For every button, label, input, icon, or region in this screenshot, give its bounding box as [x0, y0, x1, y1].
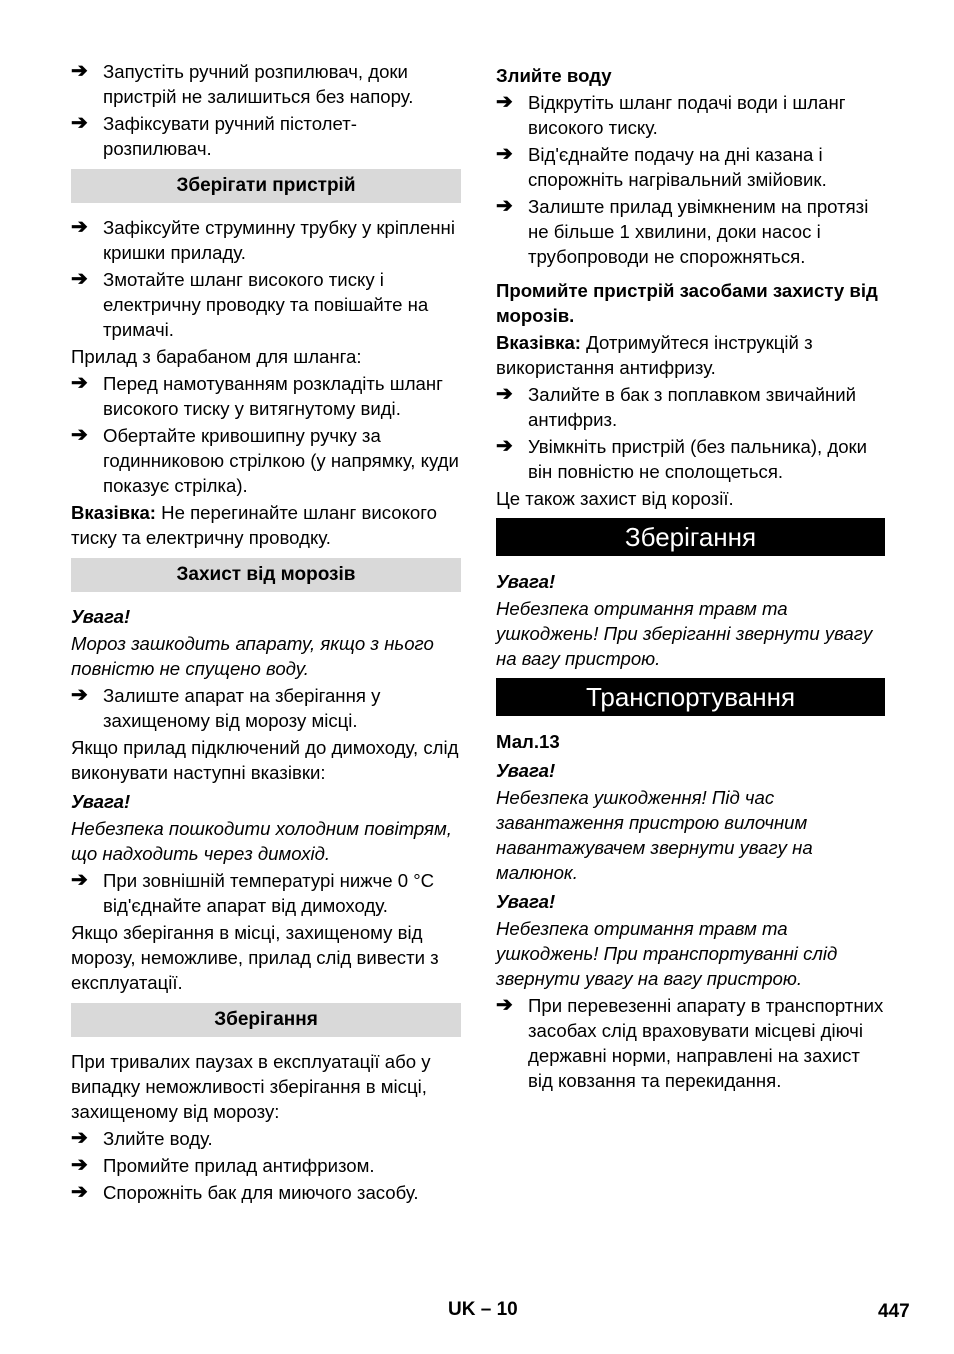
arrow-right-icon: ➔	[71, 216, 88, 238]
arrow-right-icon: ➔	[71, 372, 88, 394]
arrow-right-icon: ➔	[71, 1127, 88, 1149]
arrow-right-icon: ➔	[71, 112, 88, 134]
figure-reference: Мал.13	[496, 731, 560, 752]
warning-text: Небезпека пошкодити холодним повітрям, що надходить через димохід.	[71, 818, 452, 864]
warning-text: Мороз зашкодить апарату, якщо з нього повністю не спущено воду.	[71, 633, 434, 679]
arrow-right-icon: ➔	[496, 994, 513, 1016]
warning-text: Небезпека отримання травм та ушкоджень! При зберіганні звернути увагу на вагу пристрою.	[496, 598, 873, 669]
list-item: ➔ Промийте прилад антифризом.	[71, 1154, 375, 1176]
list-item: ➔ Залиште апарат на зберігання у захищеному від морозу місці.	[71, 684, 381, 731]
hint-label: Вказівка:	[71, 502, 156, 523]
antifreeze-heading: Промийте пристрій засобами захисту від морозів.	[496, 280, 878, 326]
hint-paragraph	[496, 330, 885, 380]
right-column	[496, 59, 885, 1095]
arrow-right-icon: ➔	[71, 684, 88, 706]
warning-text: Небезпека ушкодження! Під час завантаження пристрою вилочним навантажувачем звернути увагу на малюнок.	[496, 787, 813, 883]
left-column	[71, 59, 461, 1207]
arrow-right-icon: ➔	[71, 60, 88, 82]
list-item: ➔ Запустіть ручний розпилювач, доки пристрій не залишиться без напору.	[71, 60, 414, 107]
arrow-right-icon: ➔	[71, 1154, 88, 1176]
list-item: ➔ Зафіксуйте струминну трубку у кріпленні кришки приладу.	[71, 216, 455, 263]
list-item: ➔ Залиште прилад увімкненим на протязі не більше 1 хвилини, доки насос і трубопроводи не спорожняться.	[496, 195, 869, 267]
hint-text: Не перегинайте шланг високого тиску та електричну проводку.	[71, 502, 437, 548]
arrow-right-icon: ➔	[71, 1181, 88, 1203]
list-item: ➔ Злийте воду.	[71, 1127, 213, 1149]
hint-text: Дотримуйтеся інструкцій з використання антифризу.	[496, 332, 813, 378]
warning-title: Увага!	[496, 760, 556, 781]
arrow-right-icon: ➔	[496, 91, 513, 113]
list-item: ➔ Змотайте шланг високого тиску і електричну проводку та повішайте на тримачі.	[71, 268, 429, 340]
section-heading-storage: Зберігання	[71, 1003, 461, 1037]
arrow-right-icon: ➔	[71, 869, 88, 891]
list-item: ➔ Обертайте кривошипну ручку за годинниковою стрілкою (у напрямку, куди показує стрілка).	[71, 424, 459, 496]
list-item: ➔ Від'єднайте подачу на дні казана і спорожніть нагрівальний змійовик.	[496, 143, 827, 190]
list-item: ➔ При перевезенні апарату в транспортних засобах слід враховувати місцеві діючі державні норми, направлені на захист від ковзання та перекидання.	[496, 994, 884, 1091]
list-item: ➔ Перед намотуванням розкладіть шланг високого тиску у витягнутому виді.	[71, 372, 443, 419]
list-item: ➔ Спорожніть бак для миючого засобу.	[71, 1181, 419, 1203]
section-heading-transport: Транспортування	[496, 678, 885, 716]
arrow-right-icon: ➔	[496, 383, 513, 405]
arrow-right-icon: ➔	[496, 435, 513, 457]
arrow-right-icon: ➔	[496, 195, 513, 217]
arrow-right-icon: ➔	[496, 143, 513, 165]
drum-note: Прилад з барабаном для шланга:	[71, 346, 362, 367]
warning-title: Увага!	[71, 606, 131, 627]
drain-heading: Злийте воду	[496, 65, 612, 86]
footer-section-label: UK – 10	[448, 1299, 518, 1320]
page-number: 447	[878, 1301, 910, 1322]
section-heading-storage-main: Зберігання	[496, 518, 885, 556]
warning-text: Небезпека отримання травм та ушкоджень! При транспортуванні слід звернути увагу на вагу пристрою.	[496, 918, 838, 989]
warning-title: Увага!	[71, 791, 131, 812]
list-item: ➔ Увімкніть пристрій (без пальника), доки він повністю не сполощеться.	[496, 435, 868, 482]
warning-title: Увага!	[496, 891, 556, 912]
list-item: ➔ Залийте в бак з поплавком звичайний антифриз.	[496, 383, 857, 430]
list-item: ➔ Відкрутіть шланг подачі води і шланг високого тиску.	[496, 91, 846, 138]
list-item: ➔ Зафіксувати ручний пістолет-розпилювач.	[71, 112, 357, 159]
warning-title: Увага!	[496, 571, 556, 592]
hint-label: Вказівка:	[496, 332, 581, 353]
hint-paragraph	[71, 500, 461, 550]
chimney-paragraph: Якщо прилад підключений до димоходу, слід виконувати наступні вказівки:	[71, 737, 459, 783]
corrosion-note: Це також захист від корозії.	[496, 488, 734, 509]
storage-intro: При тривалих паузах в експлуатації або у випадку неможливості зберігання в місці, захищеному від морозу:	[71, 1051, 431, 1122]
list-item: ➔ При зовнішній температурі нижче 0 °C від'єднайте апарат від димоходу.	[71, 869, 435, 916]
arrow-right-icon: ➔	[71, 424, 88, 446]
arrow-right-icon: ➔	[71, 268, 88, 290]
storage-paragraph: Якщо зберігання в місці, захищеному від морозу, неможливе, прилад слід вивести з експлуатації.	[71, 922, 439, 993]
section-heading-frost: Захист від морозів	[71, 558, 461, 592]
section-heading-store-device: Зберігати пристрій	[71, 169, 461, 203]
